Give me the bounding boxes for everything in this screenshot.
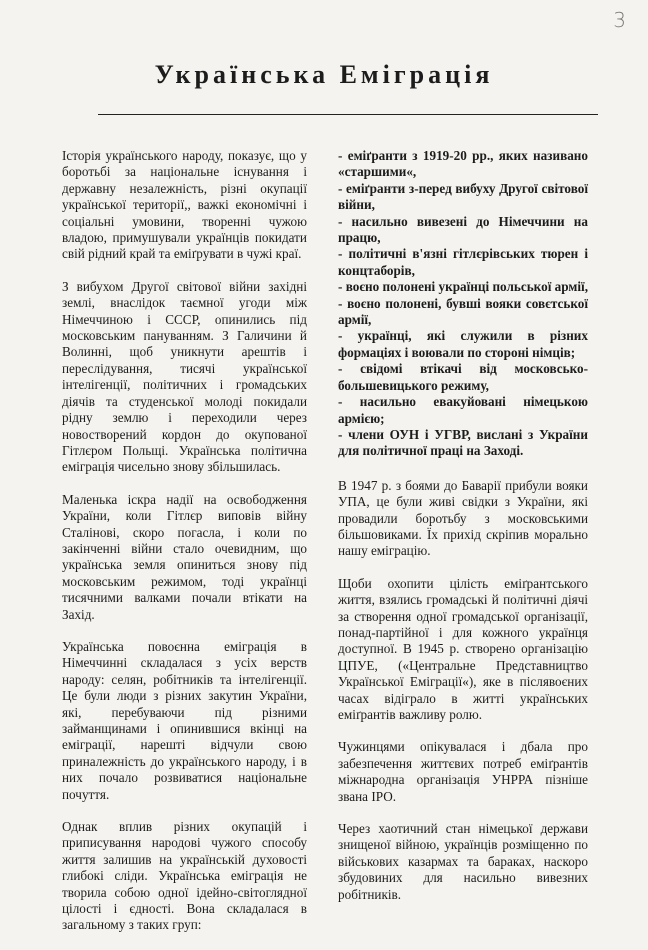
paragraph: Однак вплив різних окупацій і приписування народові чужого способу життя залишив на українській духовості глибокі сліди. Українська еміграція не творила собою одної ідейно-світоглядної цілості і єдності. Вона складалася в загальному з таких груп: [62, 819, 307, 933]
paragraph: Маленька іскра надії на освободження України, коли Гітлєр виповів війну Сталінові, скоро погасла, і коли по закінченні війни стало очевидним, що українська земля опиниться знову під московським режимом, тоді українці тисячними валками почали втікати на Захід. [62, 491, 307, 622]
paragraph: Українська повоєнна еміграція в Німеччинні складалася з усіх верств народу: селян, робітників та інтелігенції. Це були люди з різних закутин України, які, перебуваючи під різними займанщинами і опинившися вкінці на еміграції, нарешті відчули свою приналежність до українського народу, і в них почало розвиватися національне почуття. [62, 638, 307, 802]
list-item: - насильно евакуйовані німецькою армією; [338, 394, 588, 426]
page-title: Українська Еміграція [154, 60, 494, 89]
list-item: - еміґранти з 1919-20 рр., яких називано «старшими«, [338, 148, 588, 180]
list-item: - воєно полонені українці польської армії, [338, 279, 588, 295]
paragraph: Історія українського народу, показує, що у боротьбі за національне існування і державну незалежність, різні окупації української території,, важкі економічні і соціальні умовини, творенні чужою владою, примушували українців покидати свій рідний край та еміґрувати в чужі краї. [62, 148, 307, 262]
title-divider [98, 114, 598, 115]
paragraph: З вибухом Другої світової війни західні землі, внаслідок таємної угоди між Німеччиною і СССР, опинились під московським пануванням. З Галичини й Волинні, щоб уникнути арештів і переслідування, тисячі української інтелігенції, політичних і громадських діячів та студенської молоді покидали рідну землю і переходили через новостворений кордон до окупованої Гітлєром Польщі. Українська політична еміграція чисельно знову збільшилась. [62, 278, 307, 475]
paragraph: Через хаотичний стан німецької держави знищеної війною, українців розміщенно по військових казармах та бараках, наскоро збудовиних для насильно вивезних робітників. [338, 821, 588, 902]
list-item: - українці, які служили в різних формаціях і воювали по стороні німців; [338, 328, 588, 360]
paragraph: Чужинцями опікувалася і дбала про забезпечення життєвих потреб еміґрантів міжнародна організація УНРРА пізніше звана ІРО. [338, 739, 588, 804]
paragraph: Щоби охопити цілість еміґрантського життя, взялись громадські й політичні діячі за створення одної громадської організації, понад-партійної і для кожного українця доступної. В 1945 р. створено організацію ЦПУЕ, («Центральне Представництво Української Еміграції«), яке в післявоєних часах відіграло в житті українських еміґрантів важливу ролю. [338, 575, 588, 722]
list-item: - члени ОУН і УГВР, вислані з України для політичної праці на Заході. [338, 426, 588, 459]
list-item: - свідомі втікачі від московсько-большевицького режиму, [338, 361, 588, 393]
left-column [62, 148, 307, 950]
right-column [338, 148, 588, 919]
paragraph: В 1947 р. з боями до Баварії прибули вояки УПА, це були живі свідки з України, які провадили боротьбу з московськими більшовиками. Їх прихід скріпив морально нашу еміграцію. [338, 477, 588, 559]
emigrant-groups-list [338, 148, 588, 460]
list-item: - політичні в'язні гітлєрівських тюрен і концтаборів, [338, 246, 588, 278]
list-item: - воєно полонені, бувші вояки совєтської армії, [338, 295, 588, 328]
page-number: 3 [613, 8, 626, 32]
list-item: - насильно вивезені до Німеччини на працю, [338, 213, 588, 246]
list-item: - еміґранти з-перед вибуху Другої світової війни, [338, 180, 588, 213]
